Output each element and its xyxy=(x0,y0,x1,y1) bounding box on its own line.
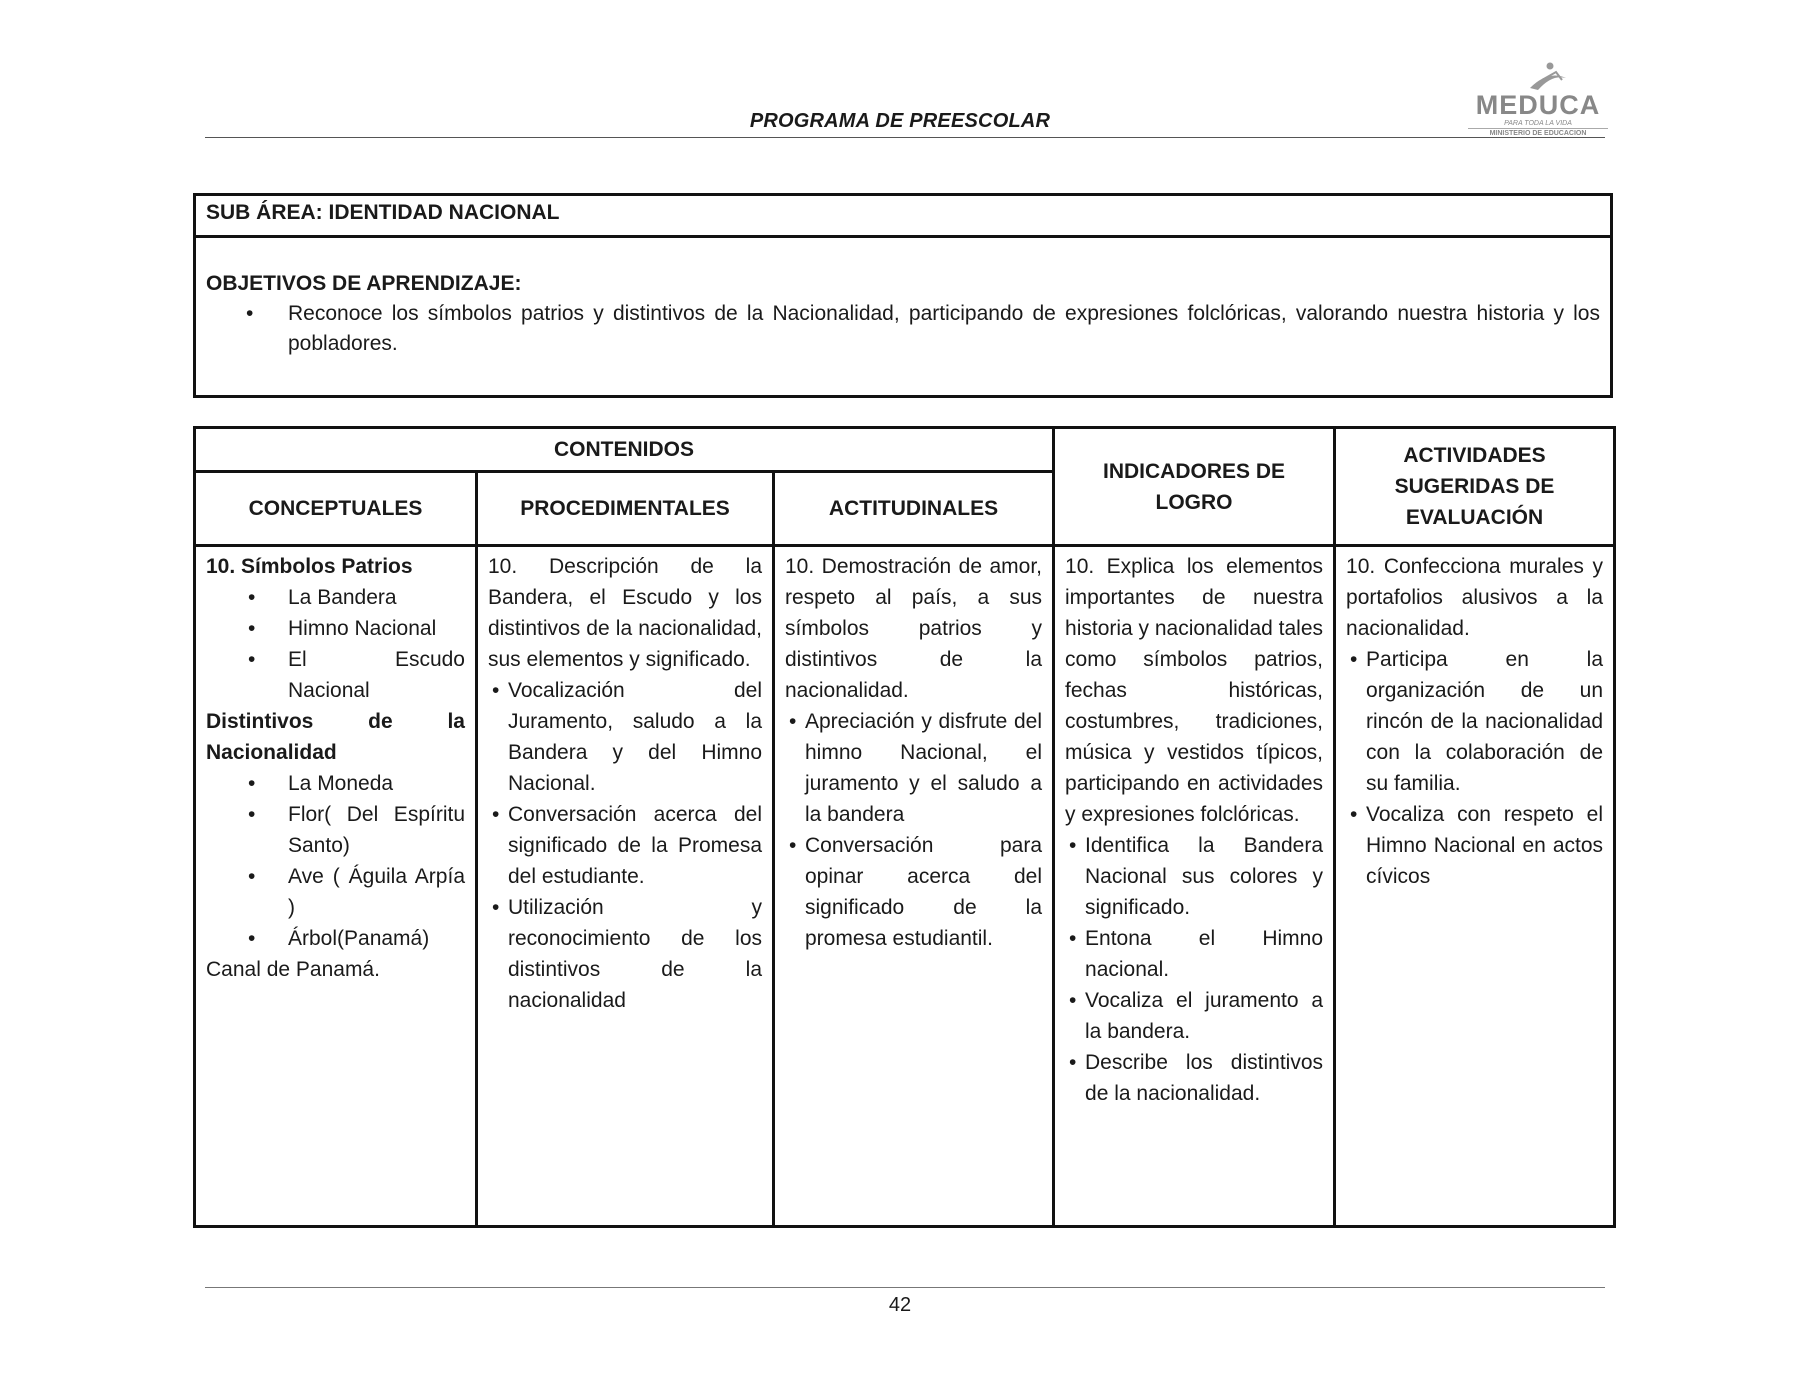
cell-conceptuales xyxy=(195,546,477,1227)
conceptuales-closing: Canal de Panamá. xyxy=(206,958,380,981)
indicadores-intro: 10. Explica los elementos importantes de nuestra historia y nacionalidad tales como símbolos patrios, fechas históricas, costumbres, tradiciones, música y vestidos típicos, participando en actividades y expresiones folclóricas. xyxy=(1065,555,1324,826)
header-actitudinales: ACTITUDINALES xyxy=(774,472,1054,546)
conceptuales-heading: 10. Símbolos Patrios xyxy=(206,555,413,578)
procedimental-item: • Vocalización del Juramento, saludo a la Bandera y del Himno Nacional. xyxy=(488,675,762,799)
cell-actividades xyxy=(1335,546,1615,1227)
meduca-logo xyxy=(1468,60,1608,140)
actividad-item: • Participa en la organización de un rincón de la nacionalidad con la colaboración de su familia. xyxy=(1346,644,1603,799)
actitudinal-item: • Apreciación y disfrute del himno Nacional, el juramento y el saludo a la bandera xyxy=(785,706,1042,830)
symbol-item: • La Bandera xyxy=(206,582,465,613)
page-header-title: PROGRAMA DE PREESCOLAR xyxy=(749,110,1051,132)
header-rule xyxy=(205,137,1605,138)
actitudinal-item: • Conversación para opinar acerca del significado de la promesa estudiantil. xyxy=(785,830,1042,954)
indicador-item: • Identifica la Bandera Nacional sus colores y significado. xyxy=(1065,830,1323,923)
procedimental-item: • Conversación acerca del significado de la Promesa del estudiante. xyxy=(488,799,762,892)
objective-item: • Reconoce los símbolos patrios y distintivos de la Nacionalidad, participando de expresiones folclóricas, valorando nuestra historia y los pobladores. xyxy=(288,299,1600,359)
header-contenidos: CONTENIDOS xyxy=(195,428,1054,472)
logo-wordmark: MEDUCA xyxy=(1475,90,1601,120)
indicador-item: • Entona el Himno nacional. xyxy=(1065,923,1323,985)
subarea-box xyxy=(193,193,1613,398)
header-actividades: ACTIVIDADES SUGERIDAS DE EVALUACIÓN xyxy=(1335,428,1615,546)
subarea-title: SUB ÁREA: IDENTIDAD NACIONAL xyxy=(196,196,1610,238)
indicador-item: • Describe los distintivos de la nacionalidad. xyxy=(1065,1047,1323,1109)
footer-rule xyxy=(205,1287,1605,1288)
header-indicadores: INDICADORES DE LOGRO xyxy=(1054,428,1335,546)
procedimental-item: • Utilización y reconocimiento de los distintivos de la nacionalidad xyxy=(488,892,762,1016)
cell-indicadores xyxy=(1054,546,1335,1227)
header-conceptuales: CONCEPTUALES xyxy=(195,472,477,546)
logo-tagline: PARA TODA LA VIDA xyxy=(1504,120,1572,127)
objectives-heading: OBJETIVOS DE APRENDIZAJE: xyxy=(206,272,522,295)
distintivo-item: • Ave ( Águila Arpía ) xyxy=(206,861,465,923)
indicador-item: • Vocaliza el juramento a la bandera. xyxy=(1065,985,1323,1047)
actitudinales-intro: 10. Demostración de amor, respeto al país, a sus símbolos patrios y distintivos de la nacionalidad. xyxy=(785,555,1043,702)
actividades-intro: 10. Confecciona murales y portafolios alusivos a la nacionalidad. xyxy=(1346,555,1604,640)
cell-procedimentales xyxy=(477,546,774,1227)
distintivo-item: • Árbol(Panamá) xyxy=(206,923,465,954)
header-procedimentales: PROCEDIMENTALES xyxy=(477,472,774,546)
distintivo-item: • Flor( Del Espíritu Santo) xyxy=(206,799,465,861)
content-table xyxy=(193,426,1616,1228)
cell-actitudinales xyxy=(774,546,1054,1227)
actividad-item: • Vocaliza con respeto el Himno Nacional en actos cívicos xyxy=(1346,799,1603,892)
symbol-item: • El Escudo Nacional xyxy=(206,644,465,706)
page-number: 42 xyxy=(888,1294,912,1316)
distintivos-heading: Distintivos de la Nacionalidad xyxy=(206,710,465,764)
logo-ministry: MINISTERIO DE EDUCACION xyxy=(1468,128,1608,137)
symbol-item: • Himno Nacional xyxy=(206,613,465,644)
procedimentales-intro: 10. Descripción de la Bandera, el Escudo y los distintivos de la nacionalidad, sus elementos y significado. xyxy=(488,555,762,671)
distintivo-item: • La Moneda xyxy=(206,768,465,799)
